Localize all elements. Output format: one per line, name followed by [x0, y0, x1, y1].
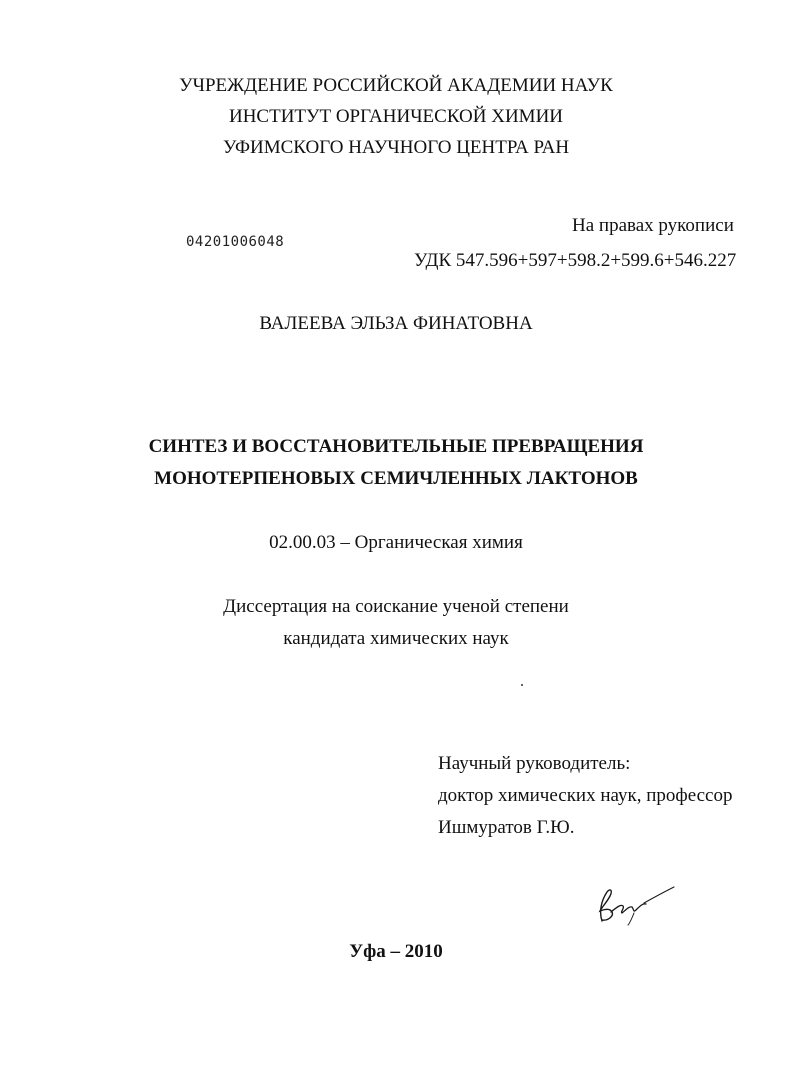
manuscript-rights-note: На правах рукописи [572, 215, 734, 236]
udc-code: УДК 547.596+597+598.2+599.6+546.227 [414, 250, 737, 271]
author-name: ВАЛЕЕВА ЭЛЬЗА ФИНАТОВНА [259, 313, 533, 334]
handwritten-signature [588, 882, 680, 926]
institution-line-2: ИНСТИТУТ ОРГАНИЧЕСКОЙ ХИМИИ [228, 106, 564, 127]
specialty-code: 02.00.03 – Органическая химия [269, 532, 523, 553]
institution-line-1: УЧРЕЖДЕНИЕ РОССИЙСКОЙ АКАДЕМИИ НАУК [179, 75, 613, 96]
degree-line-1: Диссертация на соискание ученой степени [223, 596, 569, 617]
degree-line-2: кандидата химических наук [283, 628, 509, 649]
institution-line-3: УФИМСКОГО НАУЧНОГО ЦЕНТРА РАН [222, 137, 570, 158]
city-year: Уфа – 2010 [349, 941, 443, 962]
supervisor-title: доктор химических наук, профессор [438, 785, 733, 806]
dissertation-title-line-1: СИНТЕЗ И ВОССТАНОВИТЕЛЬНЫЕ ПРЕВРАЩЕНИЯ [148, 436, 644, 457]
stray-dot [521, 684, 523, 686]
dissertation-title-line-2: МОНОТЕРПЕНОВЫХ СЕМИЧЛЕННЫХ ЛАКТОНОВ [154, 468, 638, 489]
supervisor-name: Ишмуратов Г.Ю. [438, 817, 575, 838]
inventory-number: 04201006048 [186, 234, 285, 250]
supervisor-label: Научный руководитель: [438, 753, 631, 774]
